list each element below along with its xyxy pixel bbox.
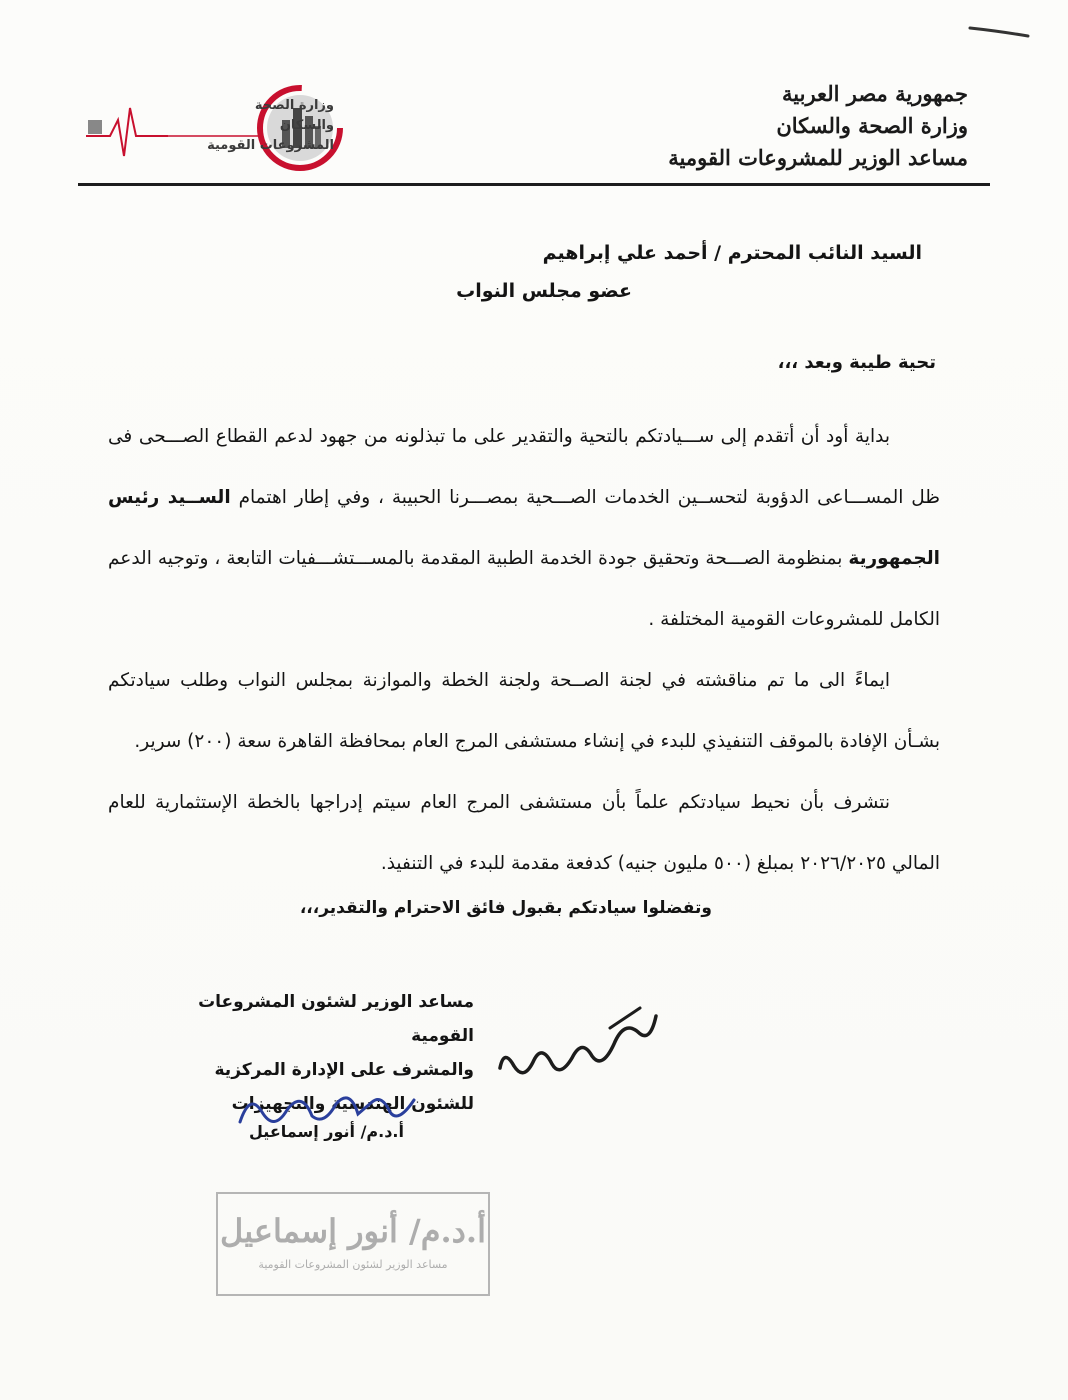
signatory-name: أ.د.م/ أنور إسماعيل — [249, 1122, 404, 1141]
signatory-line-3: للشئون الهندسية والتجهيزات — [231, 1094, 474, 1114]
letterhead-line-country: جمهورية مصر العربية — [782, 81, 968, 106]
ministry-logo — [80, 70, 360, 180]
paragraph-request: ايماءً الى ما تم مناقشته في لجنة الصــحة ولجنة الخطة والموازنة بمجلس النواب وطلب سيادتكم بشـأن الإفادة بالموقف التنفيذي للبدء في إنشاء مستشفى المرج العام بمحافظة القاهرة سعة (٢٠٠) سرير. — [108, 670, 940, 752]
letterhead-line-ministry: وزارة الصحة والسكان — [776, 113, 968, 138]
signatory-line-2: والمشرف على الإدارة المركزية — [214, 1060, 474, 1080]
letterhead-line-office: مساعد الوزير للمشروعات القومية — [668, 145, 968, 170]
logo-caption — [198, 96, 334, 156]
stamp-name: أ.د.م/ أنور إسماعيل — [220, 1212, 486, 1250]
greeting: تحية طيبة وبعد ،،، — [777, 352, 936, 373]
paragraph-intro-part1: بداية أود أن أتقدم إلى ســـيادتكم بالتحية والتقدير على ما تبذلونه من جهود لدعم القطاع الصـــحى فى ظل المســـاعى الدؤوبة لتحســين الخدمات الصـــحية بمصـــرنا الحبيبة ، وفي إطار اهتمام — [108, 426, 940, 508]
logo-ministry-label: وزارة الصحة والسكان — [254, 98, 334, 133]
letter-body — [108, 406, 940, 894]
recipient-name: السيد النائب المحترم / أحمد علي إبراهيم — [542, 242, 922, 264]
logo-unit-label: المشروعات القومية — [207, 138, 334, 153]
signatory-line-1: مساعد الوزير لشئون المشروعات القومية — [198, 992, 474, 1046]
stamp-subtitle: مساعد الوزير لشئون المشروعات القومية — [258, 1258, 448, 1271]
paragraph-response: نتشرف بأن نحيط سيادتكم علماً بأن مستشفى المرج العام سيتم إدراجها بالخطة الإستثمارية للعام المالي ٢٠٢٦/٢٠٢٥ بمبلغ (٥٠٠ مليون جنيه) كدفعة مقدمة للبدء في التنفيذ. — [108, 792, 940, 874]
handwritten-signature-black — [490, 998, 670, 1088]
recipient-block — [456, 234, 922, 310]
letterhead-text — [648, 78, 968, 174]
paragraph-intro-bold: الســيد رئيس الجمهورية — [108, 487, 940, 569]
official-stamp — [216, 1192, 490, 1296]
paragraph-intro — [108, 406, 940, 650]
header-divider — [78, 183, 990, 186]
closing-line: وتفضلوا سيادتكم بقبول فائق الاحترام والتقدير،،، — [299, 898, 712, 918]
recipient-title: عضو مجلس النواب — [456, 280, 632, 302]
paragraph-intro-part2: بمنظومة الصـــحة وتحقيق جودة الخدمة الطبية المقدمة بالمســـتشـــفيات التابعة ، وتوجيه الدعم الكامل للمشروعات القومية المختلفة . — [108, 548, 940, 630]
pen-mark — [968, 22, 1032, 40]
